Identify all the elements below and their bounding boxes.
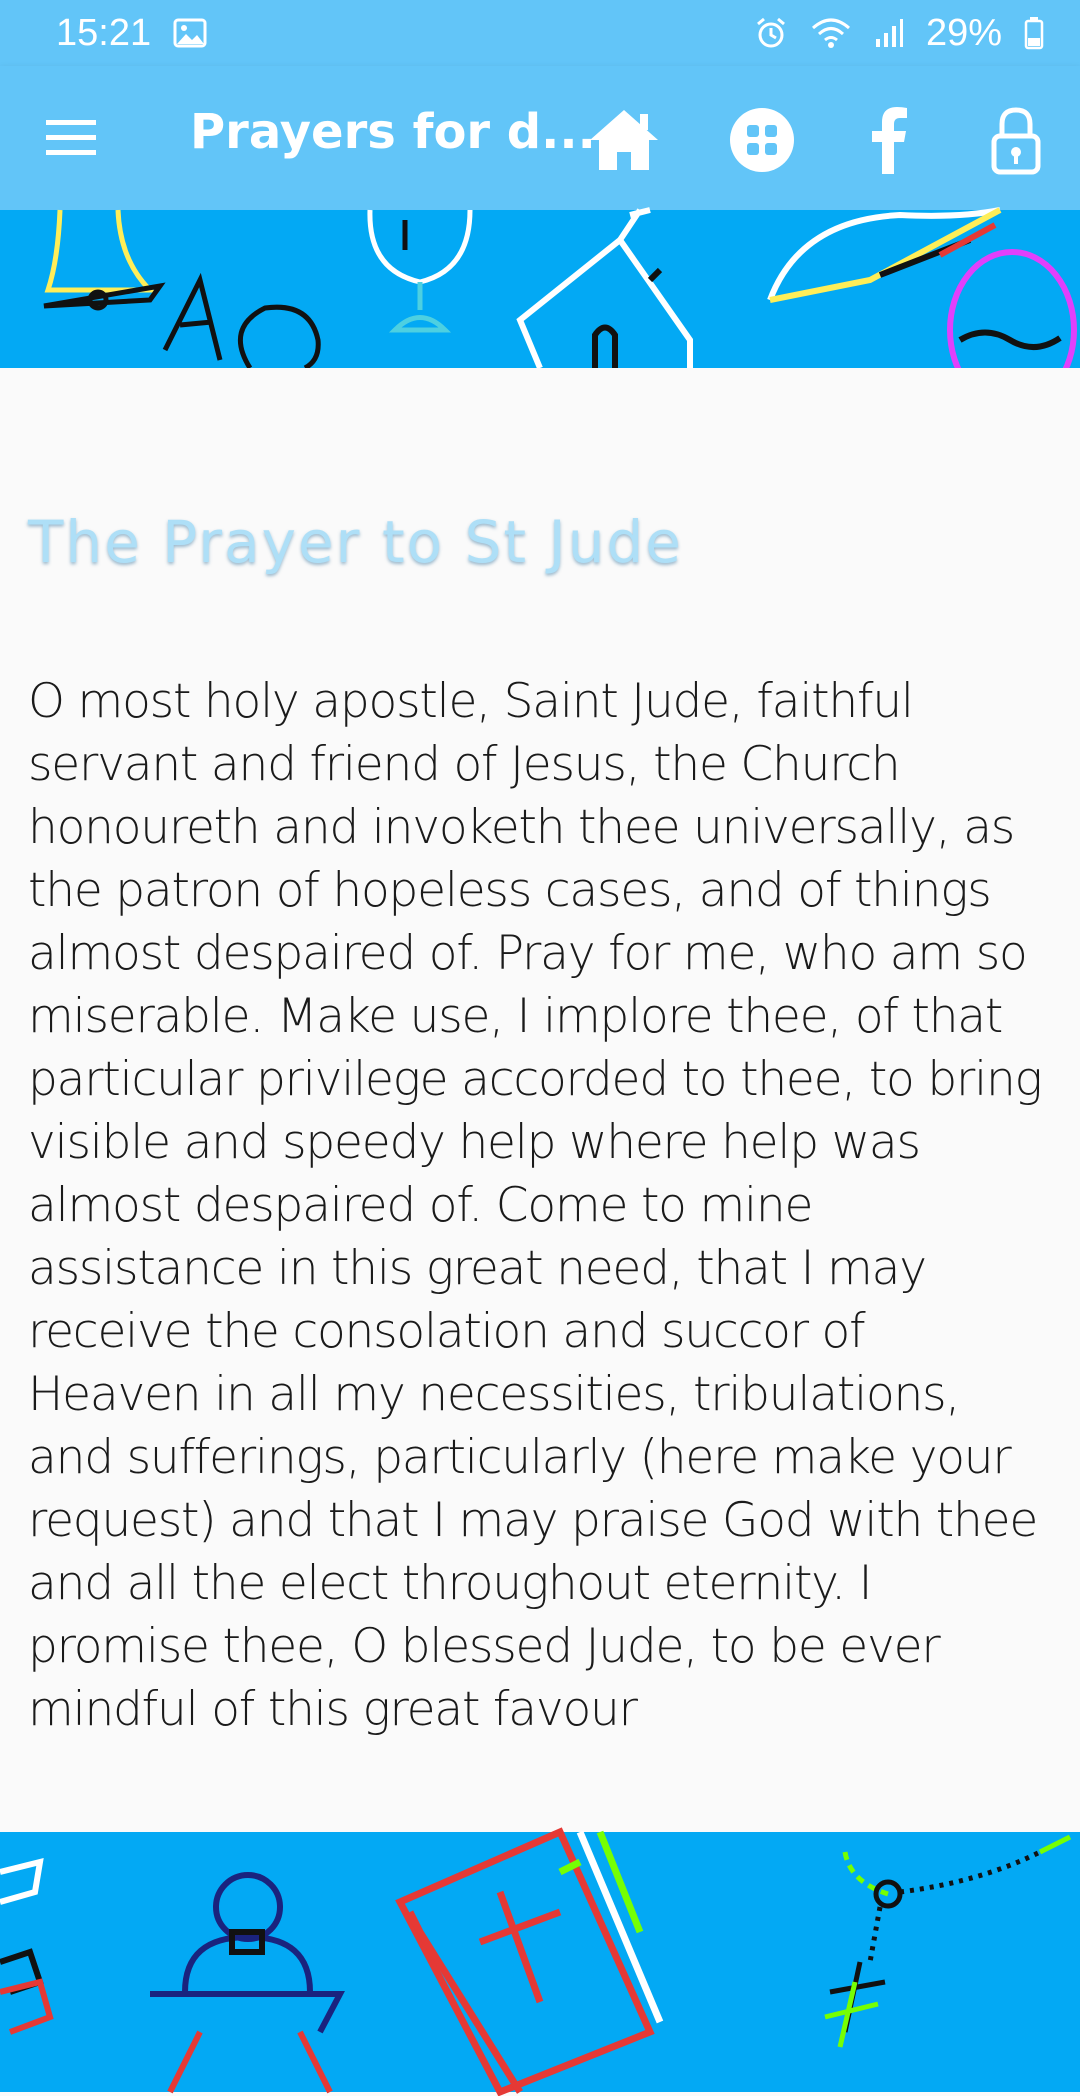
pulpit-icon bbox=[150, 1875, 340, 2092]
footer-banner bbox=[0, 1832, 1080, 2092]
prayer-body: O most holy apostle, Saint Jude, faithful servant and friend of Jesus, the Church honoureth and invoketh thee universally, as the patron of hopeless cases, and of things almost despaired of. Pray for me, who am so miserable. Make use, I implore thee, of that particular privilege accorded to thee, to bring visible and speedy help where help was almost despaired of. Come to mine assistance in this great need, that I may receive the consolation and succor of Heaven in all my necessities, tribulations, and sufferings, particularly (here make your request) and that I may praise God with thee and all the elect throughout eternity. I promise thee, O blessed Jude, to be ever mindful of this great favour bbox=[28, 674, 1042, 1737]
home-icon[interactable] bbox=[586, 102, 662, 178]
apps-icon[interactable] bbox=[724, 102, 800, 178]
lock-icon[interactable] bbox=[978, 102, 1054, 178]
status-bar bbox=[0, 0, 1080, 66]
fish-icon bbox=[770, 210, 1000, 300]
cross-icon bbox=[0, 1862, 50, 2032]
status-left bbox=[56, 12, 207, 55]
church-icon bbox=[520, 210, 690, 368]
page-title-toolbar: Prayers for d... bbox=[190, 104, 596, 160]
chalice-icon bbox=[370, 210, 470, 330]
app-toolbar bbox=[0, 66, 1080, 210]
prayer-title: The Prayer to St Jude bbox=[28, 508, 683, 576]
prayer-content bbox=[0, 368, 1080, 1832]
battery-percent: 29% bbox=[925, 11, 1002, 54]
facebook-icon[interactable] bbox=[852, 102, 928, 178]
status-time: 15:21 bbox=[56, 11, 152, 54]
status-right bbox=[754, 12, 1044, 55]
gallery-icon bbox=[173, 18, 207, 48]
bible-icon bbox=[400, 1832, 660, 2092]
bell-icon bbox=[44, 210, 160, 308]
menu-icon[interactable] bbox=[44, 116, 100, 160]
rosary-icon bbox=[825, 1837, 1070, 2047]
alpha-omega-icon bbox=[165, 280, 318, 368]
battery-icon bbox=[1024, 16, 1044, 50]
signal-icon bbox=[874, 17, 904, 49]
alarm-icon bbox=[754, 16, 788, 50]
wifi-icon bbox=[810, 16, 852, 50]
header-banner bbox=[0, 210, 1080, 368]
